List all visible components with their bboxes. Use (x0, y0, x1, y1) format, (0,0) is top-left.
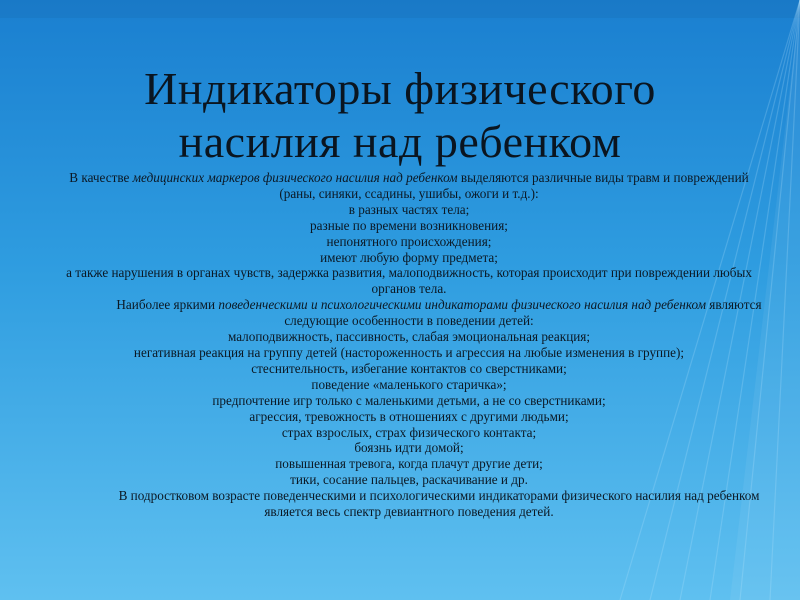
intro-prefix: В качестве (69, 170, 133, 185)
title-line-2: насилия над ребенком (178, 116, 622, 167)
behavior-item: боязнь идти домой; (354, 440, 464, 456)
marker-item: в разных частях тела; (348, 201, 470, 217)
slide-body (50, 170, 768, 520)
marker-item: разные по времени возникновения; (310, 217, 508, 233)
intro-suffix: выделяются различные виды травм и повреждений (раны, синяки, ссадины, ушибы, ожоги и т.д.): (279, 170, 749, 201)
closing-paragraph: В подростковом возрасте поведенческими и психологическими индикаторами физического насилия над ребенком является весь спектр девиантного поведения детей. (118, 488, 760, 520)
behavior-item: агрессия, тревожность в отношениях с другими людьми; (249, 408, 569, 424)
behavior-item: поведение «маленького старичка»; (311, 376, 507, 392)
marker-item: непонятного происхождения; (326, 233, 492, 249)
behavior-item: стеснительность, избегание контактов со сверстниками; (251, 360, 567, 376)
behavior-intro-paragraph (50, 297, 768, 329)
behavior-item: страх взрослых, страх физического контакта; (281, 424, 537, 440)
behavior-suffix: являются следующие особенности в поведении детей: (284, 297, 762, 329)
behavior-item: повышенная тревога, когда плачут другие дети; (275, 456, 543, 472)
behavior-item: тики, сосание пальцев, раскачивание и др. (290, 472, 528, 488)
intro-emphasis: медицинских маркеров физического насилия над ребенком (132, 170, 458, 185)
slide-title (60, 62, 740, 168)
intro-paragraph (50, 170, 768, 202)
behavior-item: предпочтение игр только с маленькими детьми, а не со сверстниками; (212, 392, 606, 408)
title-line-1: Индикаторы физического (144, 63, 656, 114)
marker-item: а также нарушения в органах чувств, задержка развития, малоподвижность, которая происходит при повреждении любых органов тела. (66, 265, 752, 297)
behavior-item: негативная реакция на группу детей (настороженность и агрессия на любые изменения в группе); (133, 344, 685, 360)
behavior-emphasis: поведенческими и психологическими индикаторами физического насилия над ребенком (218, 297, 706, 313)
behavior-prefix: Наиболее яркими (116, 297, 219, 313)
top-band (0, 0, 800, 18)
behavior-item: малоподвижность, пассивность, слабая эмоциональная реакция; (227, 329, 591, 345)
marker-item: имеют любую форму предмета; (320, 249, 498, 265)
